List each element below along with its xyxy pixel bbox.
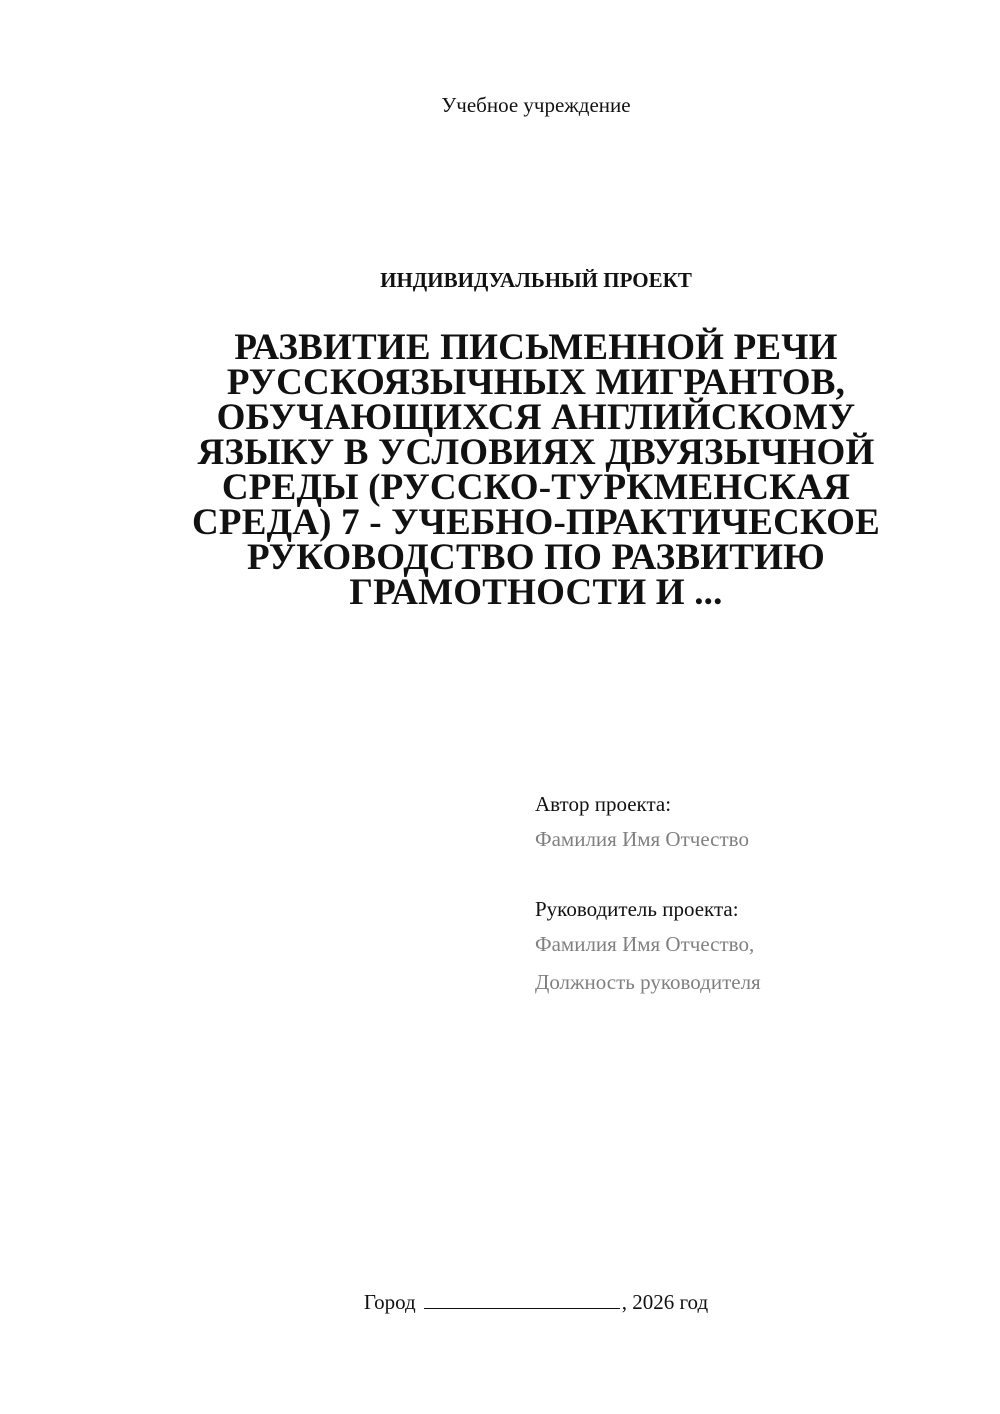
supervisor-position: Должность руководителя [535, 970, 761, 994]
supervisor-block [535, 893, 975, 1001]
supervisor-name: Фамилия Имя Отчество, [535, 932, 755, 956]
institution-name: Учебное учреждение [441, 93, 631, 117]
city-year-line [0, 1290, 1000, 1315]
author-block [535, 788, 975, 858]
city-label: Город [363, 1290, 416, 1314]
project-title: РАЗВИТИЕ ПИСЬМЕННОЙ РЕЧИ РУССКОЯЗЫЧНЫХ МИГРАНТОВ, ОБУЧАЮЩИХСЯ АНГЛИЙСКОМУ ЯЗЫКУ В УСЛОВИЯХ ДВУЯЗЫЧНОЙ СРЕДЫ (РУССКО-ТУРКМЕНСКАЯ СРЕДА) 7 - УЧЕБНО-ПРАКТИЧЕСКОЕ РУКОВОДСТВО ПО РАЗВИТИЮ ГРАМОТНОСТИ И ... [192, 327, 880, 613]
supervisor-label: Руководитель проекта: [535, 897, 739, 921]
year-text: , 2026 год [621, 1290, 709, 1314]
author-name: Фамилия Имя Отчество [535, 827, 749, 851]
author-label: Автор проекта: [535, 792, 672, 816]
project-type-heading: ИНДИВИДУАЛЬНЫЙ ПРОЕКТ [380, 268, 692, 292]
city-blank-line [424, 1290, 620, 1309]
